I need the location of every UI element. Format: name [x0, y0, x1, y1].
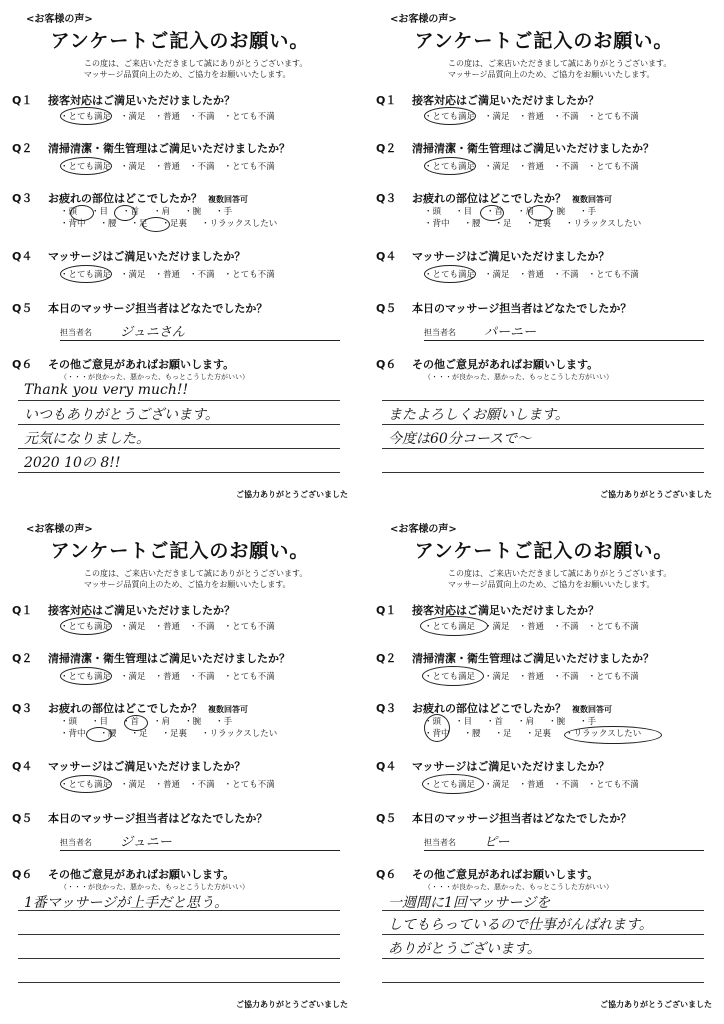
divider	[18, 982, 340, 983]
staff-name: ジュニー	[120, 835, 172, 850]
option-dissatisfied[interactable]: ・不満	[553, 622, 579, 632]
option-dissatisfied[interactable]: ・不満	[189, 112, 215, 122]
comment-line-2: してもらっているので仕事がんばれます。	[388, 917, 653, 933]
question-text: その他ご意見があればお願いします。	[48, 868, 235, 881]
part-shoulders[interactable]: ・肩	[517, 207, 535, 217]
answer-circle-mark	[86, 727, 112, 742]
option-satisfied[interactable]: ・満足	[120, 112, 146, 122]
header-tag: <お客様の声>	[390, 524, 457, 535]
part-waist[interactable]: ・腰	[99, 219, 117, 229]
option-very-satisfied[interactable]: ・とても満足	[424, 112, 476, 122]
part-relax[interactable]: ・リラックスしたい	[201, 219, 278, 229]
parts-row-1	[60, 717, 246, 728]
part-legs[interactable]: ・足	[494, 219, 512, 229]
option-very-satisfied[interactable]: ・とても満足	[60, 780, 112, 790]
thanks-text: ご協力ありがとうございました	[236, 490, 348, 499]
question-5	[12, 300, 267, 316]
option-satisfied[interactable]: ・満足	[120, 162, 146, 172]
answer-circle-mark	[124, 715, 148, 731]
part-relax[interactable]: ・リラックスしたい	[565, 219, 642, 229]
part-back[interactable]: ・背中	[60, 219, 86, 229]
part-neck[interactable]: ・首	[486, 717, 504, 727]
option-dissatisfied[interactable]: ・不満	[553, 780, 579, 790]
answer-circle-mark	[528, 205, 552, 221]
question-number: Q１	[376, 604, 397, 617]
part-relax[interactable]: ・リラックスしたい	[565, 729, 642, 739]
staff-name: パーニー	[484, 325, 537, 340]
option-very-satisfied[interactable]: ・とても満足	[60, 672, 112, 682]
part-head[interactable]: ・頭	[60, 717, 78, 727]
question-number: Q２	[12, 652, 33, 665]
option-dissatisfied[interactable]: ・不満	[189, 780, 215, 790]
question-1	[12, 92, 235, 108]
question-number: Q６	[376, 868, 397, 881]
question-3	[376, 190, 612, 206]
question-text: お疲れの部位はどこでしたか？	[48, 192, 202, 205]
option-normal[interactable]: ・普通	[518, 780, 545, 790]
question-text: 本日のマッサージ担当者はどなたでしたか？	[412, 812, 632, 825]
option-normal[interactable]: ・普通	[154, 112, 181, 122]
question-4	[12, 248, 245, 264]
option-satisfied[interactable]: ・満足	[120, 270, 146, 280]
option-very-dissatisfied[interactable]: ・とても不満	[587, 162, 639, 172]
intro-text	[448, 568, 671, 590]
part-neck[interactable]: ・首	[122, 717, 140, 727]
part-soles[interactable]: ・足裏	[525, 729, 552, 739]
question-2	[12, 140, 290, 156]
question-1	[376, 602, 599, 618]
divider	[382, 400, 704, 401]
option-very-satisfied[interactable]: ・とても満足	[424, 622, 476, 632]
staff-name-field[interactable]	[60, 832, 340, 851]
question-number: Q４	[376, 250, 397, 263]
question-text: 本日のマッサージ担当者はどなたでしたか？	[412, 302, 632, 315]
multiple-answer-note: 複数回答可	[208, 705, 248, 714]
question-4	[376, 248, 609, 264]
question-number: Q６	[376, 358, 397, 371]
answer-circle-mark	[60, 775, 112, 793]
intro-line-1: この度は、ご来店いただきまして誠にありがとうございます。	[448, 59, 672, 68]
intro-line-2: マッサージ品質向上のため、ご協力をお願いいたします。	[448, 580, 655, 589]
question-5	[12, 810, 267, 826]
question-6	[376, 866, 598, 882]
comment-line-3: 今度は60分コースで〜	[388, 431, 532, 447]
option-normal[interactable]: ・普通	[518, 112, 545, 122]
question-text: 接客対応はご満足いただけましたか？	[412, 94, 599, 107]
question-3	[376, 700, 612, 716]
question-text: 清掃清潔・衛生管理はご満足いただけましたか？	[412, 652, 654, 665]
option-satisfied[interactable]: ・満足	[120, 780, 146, 790]
answer-circle-mark	[114, 205, 136, 221]
divider	[18, 472, 340, 473]
question-4	[376, 758, 609, 774]
question-5	[376, 810, 631, 826]
option-normal[interactable]: ・普通	[154, 622, 181, 632]
intro-line-1: この度は、ご来店いただきまして誠にありがとうございます。	[84, 569, 308, 578]
intro-line-2: マッサージ品質向上のため、ご協力をお願いいたします。	[448, 70, 655, 79]
option-very-dissatisfied[interactable]: ・とても不満	[223, 270, 275, 280]
q6-hint: （・・・が良かった、悪かった、もっとこうした方がいい）	[60, 373, 249, 381]
question-number: Q４	[12, 760, 33, 773]
part-head[interactable]: ・頭	[424, 717, 442, 727]
option-satisfied[interactable]: ・満足	[484, 270, 510, 280]
option-dissatisfied[interactable]: ・不満	[189, 672, 215, 682]
option-very-dissatisfied[interactable]: ・とても不満	[587, 112, 639, 122]
question-2	[12, 650, 290, 666]
survey-sheet-3	[4, 514, 356, 1014]
question-text: その他ご意見があればお願いします。	[412, 868, 599, 881]
staff-label: 担当者名	[424, 838, 456, 847]
option-dissatisfied[interactable]: ・不満	[553, 112, 579, 122]
question-number: Q４	[376, 760, 397, 773]
question-5	[376, 300, 631, 316]
answer-circle-mark	[60, 265, 112, 283]
option-normal[interactable]: ・普通	[154, 780, 181, 790]
option-satisfied[interactable]: ・満足	[484, 672, 510, 682]
question-text: お疲れの部位はどこでしたか？	[412, 192, 566, 205]
option-normal[interactable]: ・普通	[154, 162, 181, 172]
staff-label: 担当者名	[60, 328, 92, 337]
question-6	[376, 356, 598, 372]
option-very-dissatisfied[interactable]: ・とても不満	[223, 780, 275, 790]
question-number: Q５	[376, 812, 397, 825]
question-number: Q２	[376, 652, 397, 665]
option-very-dissatisfied[interactable]: ・とても不満	[223, 622, 275, 632]
part-shoulders[interactable]: ・肩	[517, 717, 535, 727]
question-text: マッサージはご満足いただけましたか？	[48, 250, 246, 263]
option-satisfied[interactable]: ・満足	[484, 622, 510, 632]
divider	[382, 448, 704, 449]
question-text: マッサージはご満足いただけましたか？	[412, 760, 610, 773]
option-normal[interactable]: ・普通	[154, 270, 181, 280]
option-very-satisfied[interactable]: ・とても満足	[60, 270, 112, 280]
divider	[382, 472, 704, 473]
question-number: Q６	[12, 868, 33, 881]
question-6	[12, 356, 234, 372]
answer-circle-mark	[60, 157, 112, 175]
option-normal[interactable]: ・普通	[518, 162, 545, 172]
option-very-dissatisfied[interactable]: ・とても不満	[587, 622, 639, 632]
staff-name-field[interactable]	[424, 832, 704, 851]
part-arms[interactable]: ・腕	[548, 207, 566, 217]
answer-circle-mark	[424, 714, 450, 742]
question-text: その他ご意見があればお願いします。	[412, 358, 599, 371]
staff-name: ジュニさん	[120, 325, 185, 340]
part-soles[interactable]: ・足裏	[525, 219, 552, 229]
option-dissatisfied[interactable]: ・不満	[189, 162, 215, 172]
part-soles[interactable]: ・足裏	[161, 729, 188, 739]
part-back[interactable]: ・背中	[424, 219, 450, 229]
intro-line-2: マッサージ品質向上のため、ご協力をお願いいたします。	[84, 580, 291, 589]
answer-circle-mark	[480, 205, 504, 221]
option-dissatisfied[interactable]: ・不満	[189, 270, 215, 280]
part-hands[interactable]: ・手	[215, 207, 233, 217]
intro-text	[448, 58, 671, 80]
option-very-satisfied[interactable]: ・とても満足	[60, 112, 112, 122]
comment-line-3: ありがとうございます。	[388, 941, 541, 957]
question-text: 清掃清潔・衛生管理はご満足いただけましたか？	[412, 142, 654, 155]
thanks-text: ご協力ありがとうございました	[600, 1000, 712, 1009]
question-number: Q５	[376, 302, 397, 315]
multiple-answer-note: 複数回答可	[572, 705, 612, 714]
option-normal[interactable]: ・普通	[154, 672, 181, 682]
option-normal[interactable]: ・普通	[518, 622, 545, 632]
question-2	[376, 650, 654, 666]
option-very-dissatisfied[interactable]: ・とても不満	[223, 162, 275, 172]
page-title: アンケートご記入のお願い。	[50, 30, 310, 52]
multiple-answer-note: 複数回答可	[208, 195, 248, 204]
divider	[18, 958, 340, 959]
answer-circle-mark	[60, 667, 112, 685]
part-eyes[interactable]: ・目	[91, 207, 109, 217]
option-very-dissatisfied[interactable]: ・とても不満	[223, 112, 275, 122]
part-waist[interactable]: ・腰	[463, 219, 481, 229]
option-very-satisfied[interactable]: ・とても満足	[424, 270, 476, 280]
question-number: Q２	[376, 142, 397, 155]
question-3	[12, 190, 248, 206]
part-head[interactable]: ・頭	[424, 207, 442, 217]
part-shoulders[interactable]: ・肩	[153, 717, 171, 727]
answer-circle-mark	[422, 774, 484, 794]
question-text: 接客対応はご満足いただけましたか？	[48, 604, 235, 617]
answer-circle-mark	[70, 205, 94, 221]
divider	[18, 934, 340, 935]
header-tag: <お客様の声>	[390, 14, 457, 25]
question-number: Q５	[12, 302, 33, 315]
q6-hint: （・・・が良かった、悪かった、もっとこうした方がいい）	[60, 883, 249, 891]
question-number: Q５	[12, 812, 33, 825]
divider	[382, 910, 704, 911]
multiple-answer-note: 複数回答可	[572, 195, 612, 204]
question-text: 清掃清潔・衛生管理はご満足いただけましたか？	[48, 142, 290, 155]
staff-label: 担当者名	[60, 838, 92, 847]
answer-circle-mark	[424, 157, 476, 175]
comment-line-1: 一週間に1回マッサージを	[388, 895, 551, 911]
answer-circle-mark	[424, 265, 476, 283]
option-satisfied[interactable]: ・満足	[484, 112, 510, 122]
comment-line-2: いつもありがとうございます。	[24, 407, 219, 423]
part-waist[interactable]: ・腰	[463, 729, 481, 739]
survey-sheet-1	[4, 4, 356, 504]
thanks-text: ご協力ありがとうございました	[600, 490, 712, 499]
option-very-dissatisfied[interactable]: ・とても不満	[223, 672, 275, 682]
option-dissatisfied[interactable]: ・不満	[553, 162, 579, 172]
divider	[18, 424, 340, 425]
option-very-satisfied[interactable]: ・とても満足	[424, 672, 476, 682]
option-satisfied[interactable]: ・満足	[484, 780, 510, 790]
part-shoulders[interactable]: ・肩	[153, 207, 171, 217]
divider	[382, 958, 704, 959]
intro-text	[84, 58, 307, 80]
part-hands[interactable]: ・手	[579, 717, 597, 727]
q6-hint: （・・・が良かった、悪かった、もっとこうした方がいい）	[424, 883, 613, 891]
question-text: 本日のマッサージ担当者はどなたでしたか？	[48, 812, 268, 825]
intro-line-1: この度は、ご来店いただきまして誠にありがとうございます。	[448, 569, 672, 578]
question-1	[12, 602, 235, 618]
page-title: アンケートご記入のお願い。	[414, 30, 674, 52]
question-4	[12, 758, 245, 774]
option-very-dissatisfied[interactable]: ・とても不満	[587, 270, 639, 280]
parts-row-1	[424, 717, 610, 728]
part-neck[interactable]: ・首	[122, 207, 140, 217]
option-very-satisfied[interactable]: ・とても満足	[424, 780, 476, 790]
part-legs[interactable]: ・足	[494, 729, 512, 739]
option-normal[interactable]: ・普通	[518, 672, 545, 682]
part-relax[interactable]: ・リラックスしたい	[201, 729, 278, 739]
option-very-satisfied[interactable]: ・とても満足	[424, 162, 476, 172]
question-2	[376, 140, 654, 156]
question-6	[12, 866, 234, 882]
question-number: Q４	[12, 250, 33, 263]
comment-line-4: 2020 10の 8!!	[24, 455, 121, 471]
option-dissatisfied[interactable]: ・不満	[553, 672, 579, 682]
staff-label: 担当者名	[424, 328, 456, 337]
page-title: アンケートご記入のお願い。	[50, 540, 310, 562]
question-text: その他ご意見があればお願いします。	[48, 358, 235, 371]
answer-circle-mark	[142, 217, 170, 232]
question-text: マッサージはご満足いただけましたか？	[48, 760, 246, 773]
divider	[18, 400, 340, 401]
parts-row-1	[424, 207, 610, 218]
part-head[interactable]: ・頭	[60, 207, 78, 217]
part-arms[interactable]: ・腕	[184, 207, 202, 217]
question-number: Q２	[12, 142, 33, 155]
question-number: Q３	[12, 702, 33, 715]
option-normal[interactable]: ・普通	[518, 270, 545, 280]
answer-circle-mark	[60, 107, 112, 125]
question-text: 接客対応はご満足いただけましたか？	[48, 94, 235, 107]
divider	[382, 934, 704, 935]
part-hands[interactable]: ・手	[579, 207, 597, 217]
question-number: Q１	[12, 604, 33, 617]
option-satisfied[interactable]: ・満足	[120, 672, 146, 682]
question-number: Q１	[376, 94, 397, 107]
question-text: 清掃清潔・衛生管理はご満足いただけましたか？	[48, 652, 290, 665]
staff-name-field[interactable]	[60, 322, 340, 341]
option-very-dissatisfied[interactable]: ・とても不満	[587, 672, 639, 682]
part-back[interactable]: ・背中	[60, 729, 86, 739]
part-neck[interactable]: ・首	[486, 207, 504, 217]
answer-circle-mark	[422, 666, 484, 686]
header-tag: <お客様の声>	[26, 14, 93, 25]
option-very-satisfied[interactable]: ・とても満足	[60, 622, 112, 632]
header-tag: <お客様の声>	[26, 524, 93, 535]
option-dissatisfied[interactable]: ・不満	[553, 270, 579, 280]
survey-sheet-4	[368, 514, 720, 1014]
thanks-text: ご協力ありがとうございました	[236, 1000, 348, 1009]
divider	[18, 448, 340, 449]
answer-circle-mark	[424, 107, 476, 125]
part-waist[interactable]: ・腰	[99, 729, 117, 739]
divider	[18, 910, 340, 911]
part-hands[interactable]: ・手	[215, 717, 233, 727]
question-text: マッサージはご満足いただけましたか？	[412, 250, 610, 263]
intro-line-1: この度は、ご来店いただきまして誠にありがとうございます。	[84, 59, 308, 68]
question-number: Q１	[12, 94, 33, 107]
divider	[382, 424, 704, 425]
question-number: Q３	[376, 702, 397, 715]
comment-line-1: Thank you very much!!	[24, 382, 189, 398]
option-satisfied[interactable]: ・満足	[484, 162, 510, 172]
staff-name: ピー	[484, 835, 510, 850]
comment-line-3: 元気になりました。	[24, 431, 150, 447]
part-legs[interactable]: ・足	[130, 729, 148, 739]
part-eyes[interactable]: ・目	[91, 717, 109, 727]
question-1	[376, 92, 599, 108]
answer-circle-mark	[420, 616, 488, 636]
intro-text	[84, 568, 307, 590]
question-text: 接客対応はご満足いただけましたか？	[412, 604, 599, 617]
question-text: 本日のマッサージ担当者はどなたでしたか？	[48, 302, 268, 315]
part-legs[interactable]: ・足	[130, 219, 148, 229]
part-soles[interactable]: ・足裏	[161, 219, 188, 229]
comment-line-1: 1番マッサージが上手だと思う。	[24, 895, 229, 911]
question-text: お疲れの部位はどこでしたか？	[48, 702, 202, 715]
staff-name-field[interactable]	[424, 322, 704, 341]
question-text: お疲れの部位はどこでしたか？	[412, 702, 566, 715]
comment-line-2: またよろしくお願いします。	[388, 407, 569, 423]
intro-line-2: マッサージ品質向上のため、ご協力をお願いいたします。	[84, 70, 291, 79]
option-satisfied[interactable]: ・満足	[120, 622, 146, 632]
question-number: Q６	[12, 358, 33, 371]
survey-sheet-2	[368, 4, 720, 504]
parts-row-2	[60, 219, 291, 230]
part-back[interactable]: ・背中	[424, 729, 450, 739]
part-arms[interactable]: ・腕	[548, 717, 566, 727]
question-number: Q３	[12, 192, 33, 205]
question-3	[12, 700, 248, 716]
option-dissatisfied[interactable]: ・不満	[189, 622, 215, 632]
part-arms[interactable]: ・腕	[184, 717, 202, 727]
divider	[382, 982, 704, 983]
question-number: Q３	[376, 192, 397, 205]
part-eyes[interactable]: ・目	[455, 717, 473, 727]
option-very-dissatisfied[interactable]: ・とても不満	[587, 780, 639, 790]
part-eyes[interactable]: ・目	[455, 207, 473, 217]
answer-circle-mark	[564, 726, 662, 744]
q6-hint: （・・・が良かった、悪かった、もっとこうした方がいい）	[424, 373, 613, 381]
page-title: アンケートご記入のお願い。	[414, 540, 674, 562]
answer-circle-mark	[60, 617, 112, 635]
option-very-satisfied[interactable]: ・とても満足	[60, 162, 112, 172]
